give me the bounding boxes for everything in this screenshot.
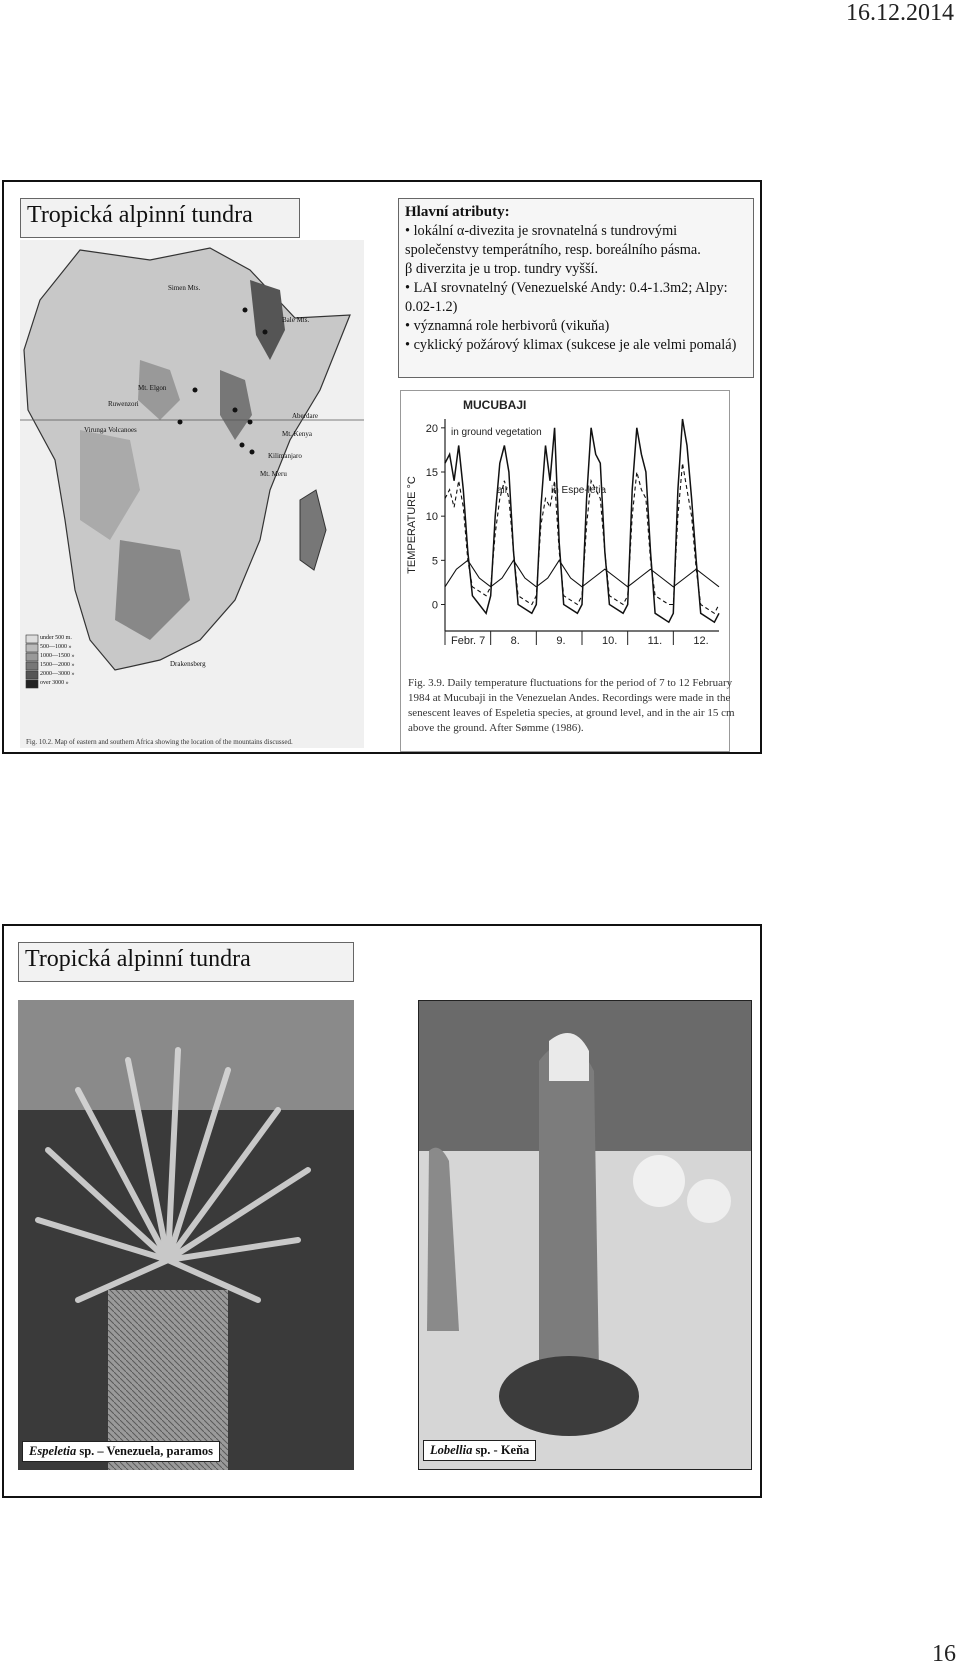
page-date: 16.12.2014 [846, 0, 954, 26]
map-label-bale: Bale Mts. [282, 316, 310, 324]
legend-item: 500—1000 » [40, 644, 72, 650]
map-label-meru: Mt. Meru [260, 470, 287, 478]
x-tick-label: 12. [693, 635, 709, 647]
espeletia-illustration [18, 1000, 354, 1470]
caption-genus: Lobellia [430, 1443, 473, 1457]
attributes-list [405, 222, 747, 355]
legend-item: 1500—2000 » [40, 662, 75, 668]
chart-title: MUCUBAJI [463, 398, 527, 412]
legend-item: under 500 m. [40, 635, 72, 641]
legend-item: 2000—3000 » [40, 671, 75, 677]
slide-title: Tropická alpinní tundra [18, 942, 354, 982]
chart-annotation: air [497, 485, 509, 496]
attribute-item: • LAI srovnatelný (Venezuelské Andy: 0.4-1.3m2; Alpy: 0.02-1.2) [405, 280, 728, 315]
y-tick-label: 10 [425, 511, 438, 524]
x-tick-label: 9. [556, 635, 566, 647]
chart-annotation: in ground vegetation [451, 427, 542, 438]
legend-item: 1000—1500 » [40, 653, 75, 659]
map-label-simen: Simen Mts. [168, 284, 201, 292]
chart-annotation: in Espe-letia [551, 485, 607, 496]
x-tick-label: Febr. 7 [451, 635, 486, 647]
x-tick-label: 10. [602, 635, 618, 647]
x-tick-label: 11. [647, 635, 663, 647]
slide-1 [2, 180, 762, 754]
legend-item: over 3000 » [40, 680, 69, 686]
attribute-item: • cyklický požárový klimax (sukcese je ale velmi pomalá) [405, 337, 737, 353]
map-label-drakensberg: Drakensberg [170, 660, 206, 668]
map-caption: Fig. 10.2. Map of eastern and southern Africa showing the location of the mountains discussed. [26, 738, 293, 746]
y-tick-label: 0 [431, 599, 438, 612]
y-tick-label: 5 [431, 555, 438, 568]
slide-2 [2, 924, 762, 1498]
caption-rest: sp. – Venezuela, paramos [76, 1444, 214, 1458]
map-label-ruwenzori: Ruwenzori [108, 400, 139, 408]
espeletia-photo [18, 1000, 354, 1470]
africa-map [20, 240, 364, 748]
attributes-heading: Hlavní atributy: [405, 204, 510, 220]
map-legend [40, 634, 75, 688]
attributes-box [398, 198, 754, 378]
temperature-chart-svg [401, 391, 729, 671]
map-label-kenya: Mt. Kenya [282, 430, 312, 438]
map-label-elgon: Mt. Elgon [138, 384, 167, 392]
figure-caption: Fig. 3.9. Daily temperature fluctuations for the period of 7 to 12 February 1984 at Mucubaji in the Venezuelan Andes. Recordings were made in the senescent leaves of Espeletia species, at ground level, and in the air 15 cm above the ground. After Sømme (1986). [408, 677, 735, 734]
photo-caption-espeletia [22, 1441, 220, 1462]
photo-caption-lobelia [423, 1440, 536, 1461]
attribute-item: • lokální α-divezita je srovnatelná s tundrovými společenstvy temperátního, resp. boreálního pásma. [405, 223, 701, 258]
x-tick-label: 8. [510, 635, 520, 647]
attribute-item: • významná role herbivorů (vikuňa) [405, 318, 610, 334]
series-line-3 [445, 560, 719, 587]
map-label-kilimanjaro: Kilimanjaro [268, 452, 302, 460]
caption-genus: Espeletia [29, 1444, 77, 1458]
lobelia-photo [418, 1000, 752, 1470]
y-tick-label: 15 [425, 467, 438, 479]
page-number: 16 [932, 1641, 956, 1667]
map-label-aberdare: Aberdare [292, 412, 319, 420]
y-tick-label: 20 [425, 422, 438, 435]
caption-rest: sp. - Keňa [472, 1443, 530, 1457]
map-label-virunga: Virunga Volcanoes [84, 426, 137, 434]
y-axis-label: TEMPERATURE °C [406, 476, 418, 574]
lobelia-illustration [419, 1001, 752, 1470]
slide-title: Tropická alpinní tundra [20, 198, 300, 238]
attribute-item: β diverzita je u trop. tundry vyšší. [405, 261, 599, 277]
